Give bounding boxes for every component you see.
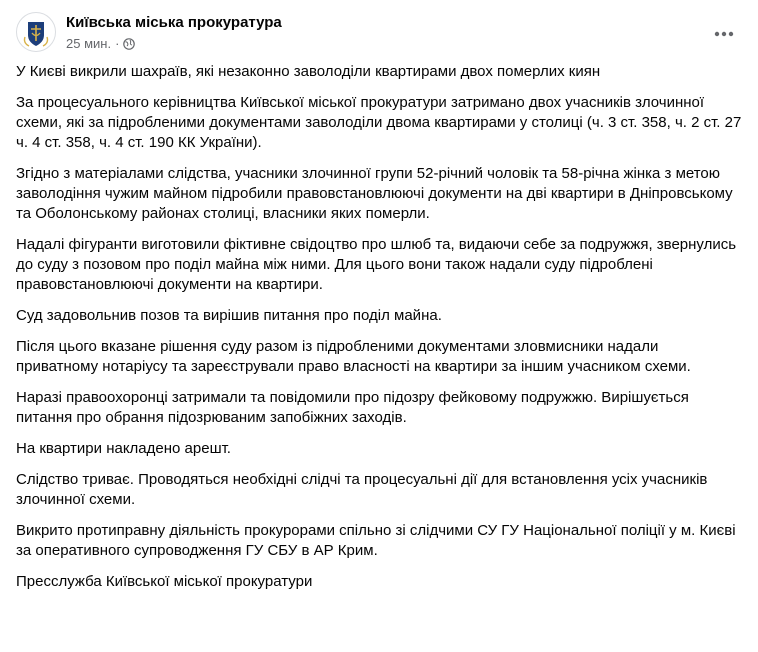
post-paragraph-4: Надалі фігуранти виготовили фіктивне свідоцтво про шлюб та, видаючи себе за подружжя, звернулись до суду з позовом про поділ майна між ними. Для цього вони також надали суду підроблені правовстановлюючі документи на квартири. [16, 236, 737, 293]
post-paragraph-11: Пресслужба Київської міської прокуратури [16, 573, 313, 590]
post-paragraph-5: Суд задовольнив позов та вирішив питання про поділ майна. [16, 307, 442, 324]
post-paragraph-10: Викрито протиправну діяльність прокурорами спільно зі слідчими СУ ГУ Національної поліції у м. Києві за оперативного супроводження ГУ СБУ в АР Крим. [16, 522, 736, 559]
post-paragraph-2: За процесуального керівництва Київської міської прокуратури затримано двох учасників злочинної схеми, які за підробленими документами заволоділи двома квартирами у столиці (ч. 3 ст. 358, ч. 2 ст. 27 ч. 4 ст. 358, ч. 4 ст. 190 КК України). [16, 94, 742, 151]
post-paragraph-8: На квартири накладено арешт. [16, 440, 231, 457]
post-paragraph-1: У Києві викрили шахраїв, які незаконно заволоділи квартирами двох померлих киян [16, 63, 601, 80]
post-author[interactable]: Київська міська прокуратура [66, 14, 282, 31]
globe-icon[interactable] [123, 38, 135, 50]
post-header [16, 12, 742, 56]
post-paragraph-6: Після цього вказане рішення суду разом із підробленими документами зловмисники надали приватному нотаріусу та зареєстрували право власності на квартири за іншим учасником схеми. [16, 338, 691, 375]
post-time[interactable]: 25 мин. [66, 36, 112, 51]
post-meta [66, 36, 135, 51]
more-options-icon[interactable] [710, 20, 738, 48]
post-paragraph-9: Слідство триває. Проводяться необхідні слідчі та процесуальні дії для встановлення усіх учасників злочинної схеми. [16, 471, 708, 508]
avatar[interactable] [16, 12, 56, 52]
post-body [16, 62, 742, 603]
post-paragraph-7: Наразі правоохоронці затримали та повідомили про підозру фейковому подружжю. Вирішується питання про обрання підозрюваним запобіжних заходів. [16, 389, 689, 426]
prosecutor-emblem-icon [17, 13, 55, 51]
post-paragraph-3: Згідно з матеріалами слідства, учасники злочинної групи 52-річний чоловік та 58-річна жінка з метою заволодіння чужим майном підробили правовстановлюючі документи на дві квартири в Дніпровському та Оболонському районах столиці, власники яких померли. [16, 165, 733, 222]
meta-separator: · [115, 36, 120, 51]
